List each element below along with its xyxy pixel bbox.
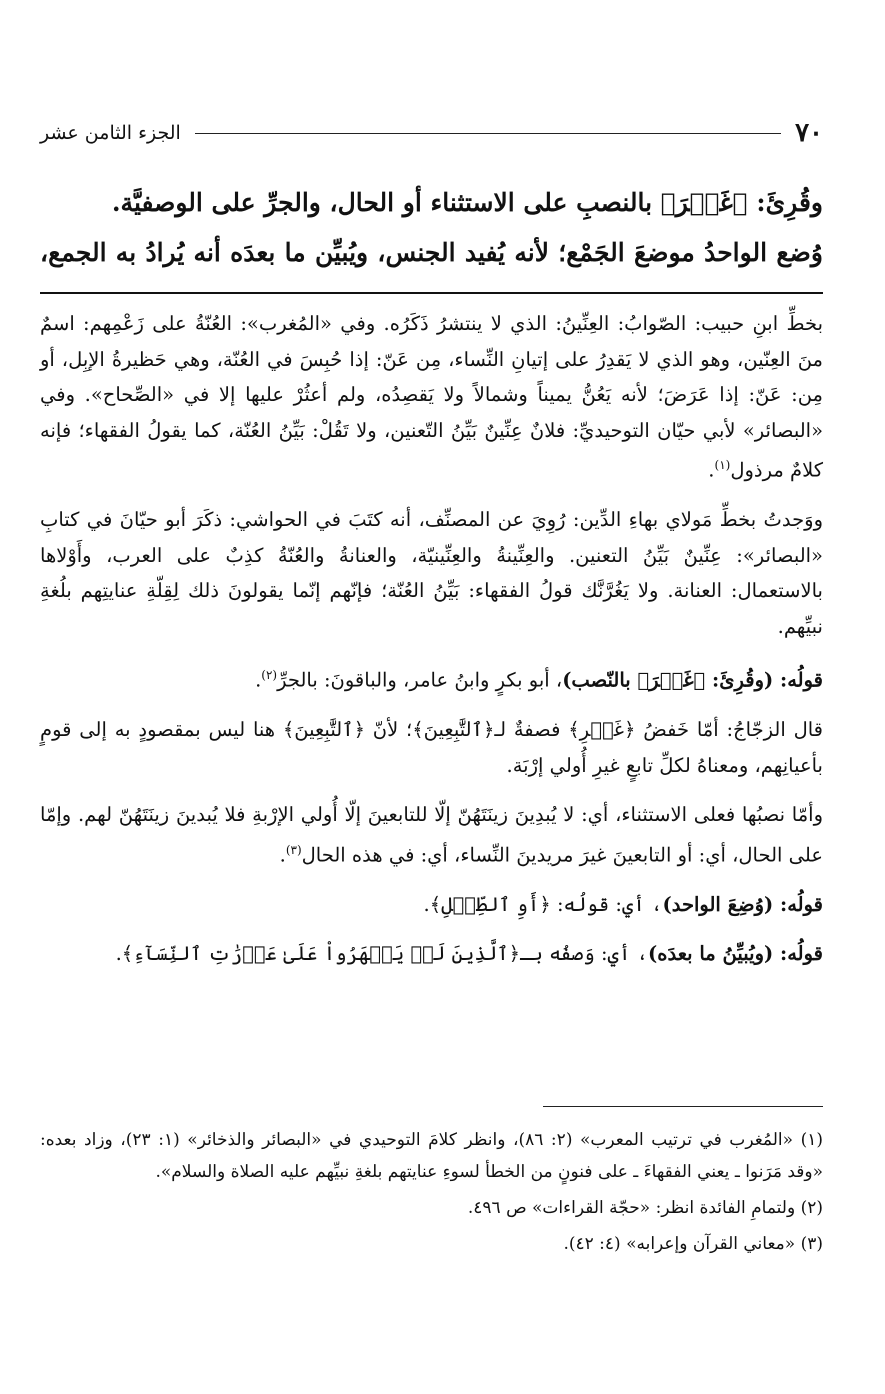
main-text-line-2: وُضع الواحدُ موضعَ الجَمْع؛ لأنه يُفيد الجنس، ويُبيِّن ما بعدَه أنه يُرادُ به الجمع، [40,238,823,267]
paragraph-text: ووَجدتُ بخطِّ مَولاي بهاءِ الدِّين: رُوِيَ عن المصنِّف، أنه كتَبَ في الحواشي: ذكَرَ أبو حيّانَ في كتابِ «البصائر»: عِنِّينٌ بَيِّنُ التعنين. والعِنِّينةُ والعِنِّينيّة، والعنانةُ والعُنّةُ كذِبٌ على العرب، وأَوْلاها بالاستعمال: العنانة. ولا يَغُرَّنَّك قولُ الفقهاء: بَيِّنُ العُنّة؛ فإنّهم إنّما يقولونَ ذلك لِقِلّةِ عنايتِهم بلُغةِ نبيِّهم. [40,508,823,638]
footnote: (٢) ولتمامِ الفائدة انظر: «حجّة القراءات» ص ٤٩٦. [467,1198,823,1218]
paragraph-tail: . [708,458,715,482]
paragraph-text: وأمّا نصبُها فعلى الاستثناء، أي: لا يُبدِينَ زينَتَهُنّ إلّا للتابعينَ إلّا أُولي الإرْبةِ فلا يُبدينَ زينَتَهُنّ لهم. وإمّا على الحال، أي: أو التابعينَ غيرَ مريدينَ النِّساء، أي: في هذه الحال [40,803,823,866]
footnote-rule [543,1106,823,1107]
main-text-block [40,178,823,278]
commentary-block [40,306,823,986]
paragraph-text: ، أي: قولُه: ﴿أَوِ ٱلطِّفۡلِ﴾. [423,892,663,916]
footnote: (١) «المُغرب في ترتيب المعرب» (٢: ٨٦)، وانظر كلامَ التوحيدي في «البصائر والذخائر» (١: ٢٣)، وزاد بعده: «وقد مَرَنوا ـ يعني الفقهاءَ ـ على فنونٍ من الخطأ لسوءِ عنايتهم بلغةِ نبيِّهم عليه الصلاة والسلام». [40,1130,823,1182]
paragraph-tail: . [279,843,286,866]
paragraph-lead: قولُه: (وقُرِئَ: ﴿غَيۡرَ﴾ بالنّصب) [562,668,823,692]
commentary-paragraph [40,936,823,972]
paragraph-lead: قولُه: (ويُبيِّنُ ما بعدَه) [648,942,823,965]
paragraph-text: ، أي: وَصفُه بـ﴿ٱلَّذِينَ لَمۡ يَظۡهَرُواْ عَلَىٰ عَوۡرَٰتِ ٱلنِّسَآءِ﴾. [115,942,649,965]
main-text-rule [40,292,823,294]
commentary-paragraph [40,502,823,644]
commentary-paragraph [40,797,823,873]
footnote-ref: (٢) [261,668,278,682]
footnote-ref: (١) [714,458,731,472]
paragraph-text: ، أبو بكرٍ وابنُ عامر، والباقونَ: بالجرِّ [277,668,563,692]
commentary-paragraph [40,658,823,698]
running-title: الجزء الثامن عشر [40,122,181,144]
paragraph-lead: قولُه: (وُضِعَ الواحد) [662,892,823,916]
paragraph-tail: . [255,668,262,692]
footnotes-block [40,1124,823,1264]
commentary-paragraph [40,712,823,783]
header-rule [195,133,781,134]
footnote-ref: (٣) [285,842,302,857]
commentary-paragraph [40,306,823,488]
page-number: ٧٠ [795,118,823,148]
main-text-line-1: وقُرِئَ: ﴿غَيۡرَ﴾ بالنصبِ على الاستثناء أو الحال، والجرِّ على الوصفيَّة. [111,188,823,217]
paragraph-text: قال الزجّاجُ: أمّا خَفضُ ﴿غَيۡرِ﴾ فصفةٌ لـ﴿ٱلتَّٰبِعِينَ﴾؛ لأنّ ﴿ٱلتَّٰبِعِينَ﴾ هنا ليس بمقصودٍ به إلى قومٍ بأعيانِهم، ومعناهُ لكلِّ تابعٍ غيرِ أُولي إرْبَة. [40,718,823,777]
footnote: (٣) «معاني القرآن وإعرابه» (٤: ٤٢). [563,1234,823,1254]
page-header [40,118,823,148]
commentary-paragraph [40,887,823,923]
paragraph-text: بخطِّ ابنِ حبيب: الصّوابُ: العِنِّينُ: الذي لا ينتشرُ ذَكَرُه. وفي «المُغرب»: العُنّةُ على زَعْمِهم: اسمٌ منَ العِنّين، وهو الذي لا يَقدِرُ على إتيانِ النِّساء، مِن عَنّ: إذا حُبِسَ في العُنّة، وهي حَظيرةُ الإبِل، أو مِن: عَنّ: إذا عَرَضَ؛ لأنه يَعُنُّ يميناً وشمالاً ولا يَقصِدُه، ولم أعثُرْ عليها إلا في «الصِّحاح». وفي «البصائر» لأبي حيّان التوحيديِّ: فلانٌ عِنِّينٌ بَيِّنُ التّعنين، ولا تَقُلْ: بَيِّنُ العُنّة، كما يقولُ الفقهاء؛ فإنه كلامٌ مرذول [40,312,823,482]
